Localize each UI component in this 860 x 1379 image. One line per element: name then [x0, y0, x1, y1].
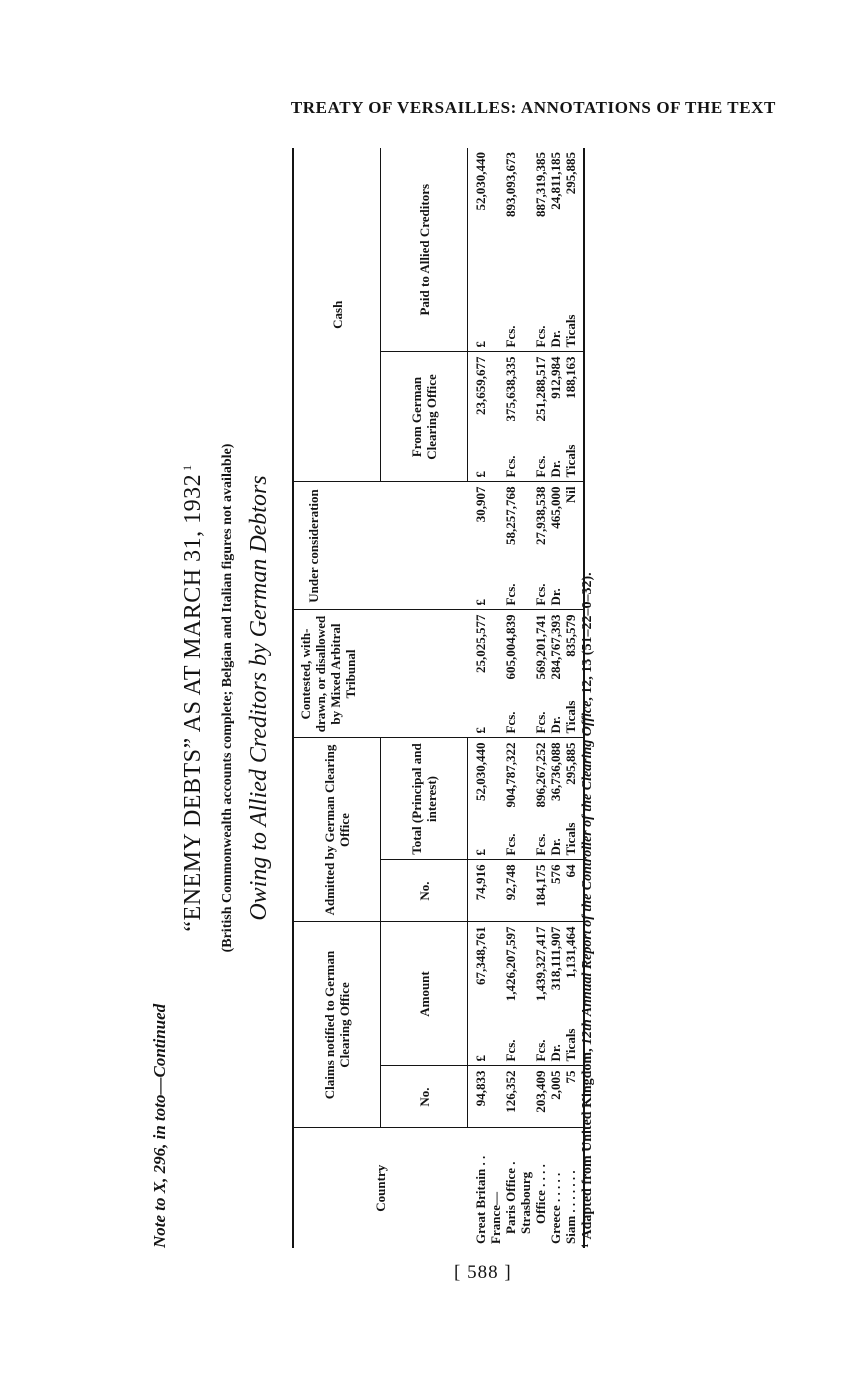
cell-line [548, 357, 563, 478]
cell-line [473, 743, 488, 856]
cell-line [488, 615, 503, 734]
cell-line: Siam . . . . . . . [563, 1170, 578, 1244]
cell-line: 75 [563, 1070, 578, 1084]
amount-value: 23,659,677 [473, 356, 488, 415]
amount-value: 1,439,327,417 [533, 926, 548, 1002]
cell-line [503, 615, 518, 734]
table-body [468, 148, 584, 1248]
claims-no-cell [518, 1066, 583, 1128]
country-cell [518, 1128, 583, 1248]
header-claims-amount: Amount [381, 922, 468, 1066]
cell-line: Office . . . . [533, 1164, 548, 1224]
cell-line [518, 615, 533, 734]
cell-line: 94,833 [473, 1070, 488, 1107]
table-caption: Owing to Allied Creditors by German Debtors [246, 475, 272, 921]
currency-label: Ticals [563, 1028, 578, 1062]
currency-label [488, 472, 503, 478]
note-line: Note to X, 296, in toto—Continued [150, 1003, 169, 1248]
claims-no-cell [468, 1066, 489, 1128]
title-footnote-mark: 1 [180, 464, 194, 471]
currency-label [488, 342, 503, 348]
cell-line [563, 927, 578, 1062]
currency-label: £ [472, 599, 488, 606]
currency-label: Fcs. [503, 455, 518, 478]
claims-amount-cell [518, 922, 583, 1066]
amount-value: 465,000 [548, 486, 563, 529]
header-under-consideration: Under consideration [294, 482, 468, 610]
amount-value: 284,767,393 [548, 614, 563, 680]
page-number: [ 588 ] [454, 1262, 512, 1283]
from-gco-cell [518, 352, 583, 482]
rotated-table-block [150, 148, 620, 1248]
amount-value: 896,267,252 [533, 742, 548, 808]
currency-label: £ [473, 471, 488, 478]
header-admitted-group: Admitted by German Clearing Office [294, 738, 381, 922]
amount-value: 27,938,538 [533, 486, 548, 545]
amount-value: 605,004,839 [503, 614, 518, 680]
cell-line [473, 927, 488, 1062]
cell-line: 203,409 [533, 1070, 548, 1113]
cell-line [503, 927, 518, 1062]
paid-cell [518, 148, 583, 352]
currency-label: Fcs. [503, 833, 518, 856]
currency-label: Dr. [548, 330, 563, 348]
currency-label: Dr. [548, 716, 563, 734]
cell-line [488, 1071, 503, 1124]
claims-no-cell [488, 1066, 518, 1128]
amount-value: 375,638,335 [503, 356, 518, 422]
country-cell [468, 1128, 489, 1248]
from-gco-cell [488, 352, 518, 482]
cell-line [473, 615, 488, 734]
cell-line [548, 743, 563, 856]
currency-label: Fcs. [503, 1039, 518, 1062]
currency-label: Dr. [548, 1044, 563, 1062]
currency-label [488, 1056, 503, 1062]
admitted-total-cell [488, 738, 518, 860]
amount-value: 295,885 [563, 152, 578, 195]
contested-cell [468, 610, 489, 738]
amount-value: 887,319,385 [533, 152, 548, 217]
currency-label [518, 728, 533, 734]
amount-value: 67,348,761 [473, 926, 488, 985]
currency-label [488, 600, 503, 606]
cell-line [548, 152, 563, 348]
currency-label: Fcs. [533, 325, 548, 348]
table-title-text: “ENEMY DEBTS” AS AT MARCH 31, 1932 [180, 473, 206, 932]
currency-label: Ticals [563, 700, 578, 734]
amount-value: 58,257,768 [503, 486, 518, 545]
cell-line: 92,748 [503, 864, 518, 901]
cell-line [518, 927, 533, 1062]
footnote-source: 12th Annual Report of the Controller of the Clearing Office [580, 700, 595, 1045]
cell-line [518, 743, 533, 856]
cell-line [533, 152, 548, 348]
currency-label [518, 342, 533, 348]
header-claims-no: No. [381, 1066, 468, 1128]
cell-line: 126,352 [503, 1070, 518, 1113]
cell-line [488, 743, 503, 856]
cell-line: 64 [563, 864, 578, 878]
currency-label [488, 850, 503, 856]
cell-line [503, 357, 518, 478]
amount-value: 904,787,322 [503, 742, 518, 808]
currency-label: Fcs. [533, 583, 548, 606]
paid-cell [488, 148, 518, 352]
amount-value: 295,885 [563, 742, 578, 785]
header-country: Country [294, 1128, 468, 1248]
paid-cell [468, 148, 489, 352]
header-paid: Paid to Allied Creditors [381, 148, 468, 352]
header-row-groups [294, 148, 381, 1248]
currency-label [518, 1056, 533, 1062]
cell-line [533, 615, 548, 734]
amount-value: 52,030,440 [473, 152, 488, 211]
cell-line [503, 743, 518, 856]
amount-value: Nil [563, 486, 578, 504]
cell-line [548, 927, 563, 1062]
cell-line: Paris Office . [503, 1161, 518, 1234]
footnote-mark: 1 [580, 1243, 590, 1248]
header-admitted-total: Total (Principal and interest) [381, 738, 468, 860]
cell-line [488, 927, 503, 1062]
cell-line [533, 927, 548, 1062]
currency-label [563, 600, 578, 606]
cell-line [518, 487, 533, 606]
enemy-debts-table [294, 148, 583, 1248]
admitted-total-cell [468, 738, 489, 860]
admitted-no-cell [488, 860, 518, 922]
cell-line [488, 357, 503, 478]
under-consideration-cell [468, 482, 489, 610]
cell-line [503, 152, 518, 348]
running-head: TREATY OF VERSAILLES: ANNOTATIONS OF THE TEXT [290, 98, 776, 117]
header-cash-group: Cash [294, 148, 381, 482]
currency-label: Ticals [563, 444, 578, 478]
currency-label: Fcs. [533, 455, 548, 478]
currency-label: Fcs. [533, 711, 548, 734]
cell-line: 576 [548, 864, 563, 884]
amount-value: 251,288,517 [533, 356, 548, 422]
cell-line [488, 865, 503, 918]
contested-cell [488, 610, 518, 738]
currency-label: Fcs. [503, 583, 518, 606]
cell-line [563, 743, 578, 856]
cell-line [473, 152, 488, 348]
cell-line [518, 865, 533, 918]
cell-line: 2,005 [548, 1070, 563, 1100]
amount-value: 835,579 [563, 614, 578, 657]
admitted-total-cell [518, 738, 583, 860]
header-admitted-no: No. [381, 860, 468, 922]
amount-value: 30,907 [472, 486, 488, 523]
claims-amount-cell [468, 922, 489, 1066]
cell-line [533, 357, 548, 478]
currency-label: Ticals [563, 822, 578, 856]
table-row [518, 148, 583, 1248]
header-contested: Contested, withdrawn, or disallowed by Mixed Arbitral Tribunal [294, 610, 468, 738]
currency-label [518, 850, 533, 856]
cell-line [563, 615, 578, 734]
currency-label [518, 472, 533, 478]
cell-line [533, 487, 548, 606]
amount-value: 36,736,088 [548, 742, 563, 801]
currency-label [488, 728, 503, 734]
cell-line [548, 487, 563, 606]
contested-cell [518, 610, 583, 738]
currency-label: Dr. [548, 588, 563, 606]
cell-line [488, 152, 503, 348]
amount-value: 52,030,440 [473, 742, 488, 801]
footnote-text-before: Adapted from United Kingdom, [580, 1044, 595, 1240]
cell-line: Greece . . . . . [548, 1172, 563, 1244]
cell-line [533, 743, 548, 856]
currency-label: Fcs. [533, 833, 548, 856]
amount-value: 893,093,673 [503, 152, 518, 217]
cell-line [473, 357, 488, 478]
amount-value: 569,201,741 [533, 614, 548, 680]
cell-line [563, 152, 578, 348]
currency-label: £ [473, 849, 488, 856]
claims-amount-cell [488, 922, 518, 1066]
cell-line [488, 487, 503, 606]
cell-line [503, 487, 518, 606]
footnote-text-after: , 12, 13 (51–22–0–32). [580, 572, 595, 701]
under-consideration-cell [518, 482, 583, 610]
amount-value: 188,163 [563, 356, 578, 399]
currency-label: Dr. [548, 838, 563, 856]
cell-line [563, 487, 578, 606]
currency-label: £ [473, 1055, 488, 1062]
currency-label: Fcs. [503, 325, 518, 348]
cell-line [518, 1071, 533, 1124]
header-claims-group: Claims notified to German Clearing Office [294, 922, 381, 1128]
cell-line: France— [488, 1192, 503, 1244]
table-row [488, 148, 518, 1248]
cell-line [473, 487, 488, 606]
amount-value: 912,984 [548, 356, 563, 399]
amount-value: 25,025,577 [472, 614, 488, 673]
header-from-gco: From German Clearing Office [381, 352, 468, 482]
currency-label: Dr. [548, 460, 563, 478]
under-consideration-cell [488, 482, 518, 610]
footnote [580, 148, 596, 1248]
table-title [180, 148, 210, 1248]
enemy-debts-table-wrap [292, 148, 585, 1248]
cell-line: 74,916 [473, 864, 488, 901]
currency-label: Fcs. [503, 711, 518, 734]
currency-label: Ticals [563, 314, 578, 348]
cell-line: Strasbourg [518, 1171, 533, 1234]
currency-label [518, 600, 533, 606]
amount-value: 1,131,464 [563, 926, 578, 979]
amount-value: 24,811,185 [548, 152, 563, 210]
cell-line [518, 357, 533, 478]
cell-line [548, 615, 563, 734]
currency-label: Fcs. [533, 1039, 548, 1062]
admitted-no-cell [518, 860, 583, 922]
table-subtitle: (British Commonwealth accounts complete; Belgian and Italian figures not available) [220, 443, 235, 953]
amount-value: 1,426,207,597 [503, 926, 518, 1002]
amount-value: 318,111,907 [548, 926, 563, 991]
from-gco-cell [468, 352, 489, 482]
cell-line [563, 357, 578, 478]
cell-line: 184,175 [533, 864, 548, 907]
admitted-no-cell [468, 860, 489, 922]
cell-line [518, 152, 533, 348]
currency-label: £ [473, 341, 488, 348]
cell-line: Great Britain . . [472, 1155, 488, 1244]
country-cell [488, 1128, 518, 1248]
table-row [468, 148, 489, 1248]
currency-label: £ [472, 727, 488, 734]
